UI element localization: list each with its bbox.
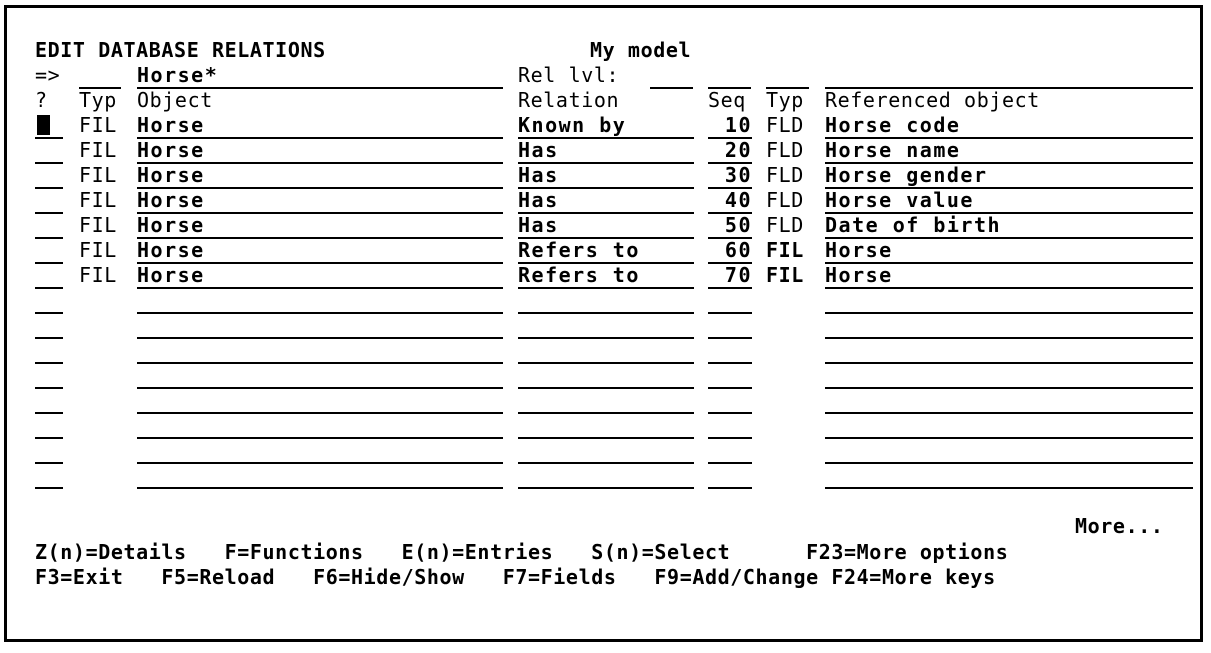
row-referenced-type: FIL	[766, 238, 804, 262]
row-relation-input[interactable]: Refers to	[518, 238, 694, 264]
row-referenced-type: FLD	[766, 138, 804, 162]
row-object-input[interactable]	[137, 338, 503, 364]
row-object-input[interactable]: Horse	[137, 213, 503, 239]
row-sequence-input[interactable]: 20	[708, 138, 752, 164]
ref-typ-filter-line	[766, 63, 809, 89]
row-select-input[interactable]	[35, 288, 63, 314]
row-select-input[interactable]	[35, 113, 63, 139]
row-select-input[interactable]	[35, 238, 63, 264]
row-referenced-object-input[interactable]: Horse gender	[825, 163, 1193, 189]
row-sequence-input[interactable]	[708, 413, 752, 439]
rel-level-label: Rel lvl:	[518, 63, 620, 87]
row-object-input[interactable]	[137, 363, 503, 389]
row-relation-input[interactable]: Has	[518, 188, 694, 214]
row-referenced-object-input[interactable]	[825, 413, 1193, 439]
row-select-input[interactable]	[35, 163, 63, 189]
row-select-input[interactable]	[35, 463, 63, 489]
row-referenced-object-input[interactable]: Horse name	[825, 138, 1193, 164]
row-sequence-input[interactable]: 10	[708, 113, 752, 139]
row-referenced-type: FLD	[766, 163, 804, 187]
row-sequence-input[interactable]	[708, 313, 752, 339]
row-referenced-type: FIL	[766, 263, 804, 287]
row-referenced-object-input[interactable]	[825, 388, 1193, 414]
row-object-input[interactable]	[137, 463, 503, 489]
row-sequence-input[interactable]	[708, 438, 752, 464]
ref-object-filter-input[interactable]	[825, 63, 1193, 89]
row-relation-input[interactable]: Has	[518, 138, 694, 164]
row-relation-input[interactable]	[518, 388, 694, 414]
row-sequence-input[interactable]	[708, 338, 752, 364]
row-select-input[interactable]	[35, 138, 63, 164]
row-relation-input[interactable]	[518, 438, 694, 464]
row-object-input[interactable]: Horse	[137, 163, 503, 189]
row-sequence-input[interactable]	[708, 388, 752, 414]
col-header-typ: Typ	[79, 88, 117, 112]
row-object-input[interactable]	[137, 288, 503, 314]
object-filter-input[interactable]: Horse*	[137, 63, 503, 89]
row-select-input[interactable]	[35, 438, 63, 464]
row-select-input[interactable]	[35, 263, 63, 289]
row-relation-input[interactable]	[518, 288, 694, 314]
row-object-input[interactable]	[137, 388, 503, 414]
row-object-input[interactable]: Horse	[137, 138, 503, 164]
row-type: FIL	[79, 188, 117, 212]
row-object-input[interactable]	[137, 413, 503, 439]
row-referenced-type: FLD	[766, 188, 804, 212]
seq-filter-line	[708, 63, 751, 89]
terminal-screen	[4, 5, 1203, 642]
row-referenced-object-input[interactable]: Date of birth	[825, 213, 1193, 239]
row-object-input[interactable]: Horse	[137, 188, 503, 214]
row-type: FIL	[79, 263, 117, 287]
row-object-input[interactable]: Horse	[137, 113, 503, 139]
row-type: FIL	[79, 163, 117, 187]
col-header-ref-typ: Typ	[766, 88, 804, 112]
panel-title: EDIT DATABASE RELATIONS	[35, 38, 326, 62]
row-select-input[interactable]	[35, 313, 63, 339]
row-select-input[interactable]	[35, 413, 63, 439]
row-sequence-input[interactable]: 60	[708, 238, 752, 264]
row-select-input[interactable]	[35, 338, 63, 364]
row-relation-input[interactable]: Has	[518, 213, 694, 239]
row-referenced-object-input[interactable]: Horse value	[825, 188, 1193, 214]
row-type: FIL	[79, 213, 117, 237]
row-object-input[interactable]: Horse	[137, 238, 503, 264]
row-relation-input[interactable]	[518, 463, 694, 489]
row-select-input[interactable]	[35, 363, 63, 389]
row-relation-input[interactable]: Has	[518, 163, 694, 189]
row-type: FIL	[79, 238, 117, 262]
row-relation-input[interactable]	[518, 313, 694, 339]
command-prompt: =>	[35, 63, 61, 87]
row-sequence-input[interactable]: 70	[708, 263, 752, 289]
row-referenced-object-input[interactable]: Horse code	[825, 113, 1193, 139]
row-referenced-object-input[interactable]	[825, 313, 1193, 339]
row-relation-input[interactable]	[518, 413, 694, 439]
row-object-input[interactable]	[137, 438, 503, 464]
row-sequence-input[interactable]: 40	[708, 188, 752, 214]
row-referenced-type: FLD	[766, 213, 804, 237]
col-header-relation: Relation	[518, 88, 620, 112]
row-relation-input[interactable]: Refers to	[518, 263, 694, 289]
row-object-input[interactable]: Horse	[137, 263, 503, 289]
row-relation-input[interactable]	[518, 363, 694, 389]
col-header-select: ?	[35, 88, 48, 112]
command-input[interactable]	[79, 63, 121, 89]
rel-level-input[interactable]	[650, 63, 693, 89]
row-sequence-input[interactable]	[708, 463, 752, 489]
row-select-input[interactable]	[35, 188, 63, 214]
row-object-input[interactable]	[137, 313, 503, 339]
row-relation-input[interactable]	[518, 338, 694, 364]
row-referenced-object-input[interactable]	[825, 288, 1193, 314]
row-referenced-object-input[interactable]: Horse	[825, 238, 1193, 264]
row-select-input[interactable]	[35, 213, 63, 239]
row-type: FIL	[79, 113, 117, 137]
col-header-referenced-object: Referenced object	[825, 88, 1040, 112]
row-sequence-input[interactable]	[708, 288, 752, 314]
row-referenced-object-input[interactable]	[825, 463, 1193, 489]
row-referenced-object-input[interactable]	[825, 438, 1193, 464]
more-indicator: More...	[1075, 514, 1164, 538]
col-header-seq: Seq	[708, 88, 746, 112]
function-keys-line-2: F3=Exit F5=Reload F6=Hide/Show F7=Fields F9=Add/Change F24=More keys	[35, 565, 996, 589]
function-keys-line-1: Z(n)=Details F=Functions E(n)=Entries S(n)=Select F23=More options	[35, 540, 1009, 564]
row-referenced-object-input[interactable]	[825, 363, 1193, 389]
row-relation-input[interactable]: Known by	[518, 113, 694, 139]
row-referenced-object-input[interactable]	[825, 338, 1193, 364]
row-sequence-input[interactable]	[708, 363, 752, 389]
row-sequence-input[interactable]: 50	[708, 213, 752, 239]
row-sequence-input[interactable]: 30	[708, 163, 752, 189]
row-referenced-object-input[interactable]: Horse	[825, 263, 1193, 289]
row-type: FIL	[79, 138, 117, 162]
edit-database-relations-panel	[7, 8, 1200, 639]
row-select-input[interactable]	[35, 388, 63, 414]
row-referenced-type: FLD	[766, 113, 804, 137]
col-header-object: Object	[137, 88, 213, 112]
model-name: My model	[590, 38, 692, 62]
